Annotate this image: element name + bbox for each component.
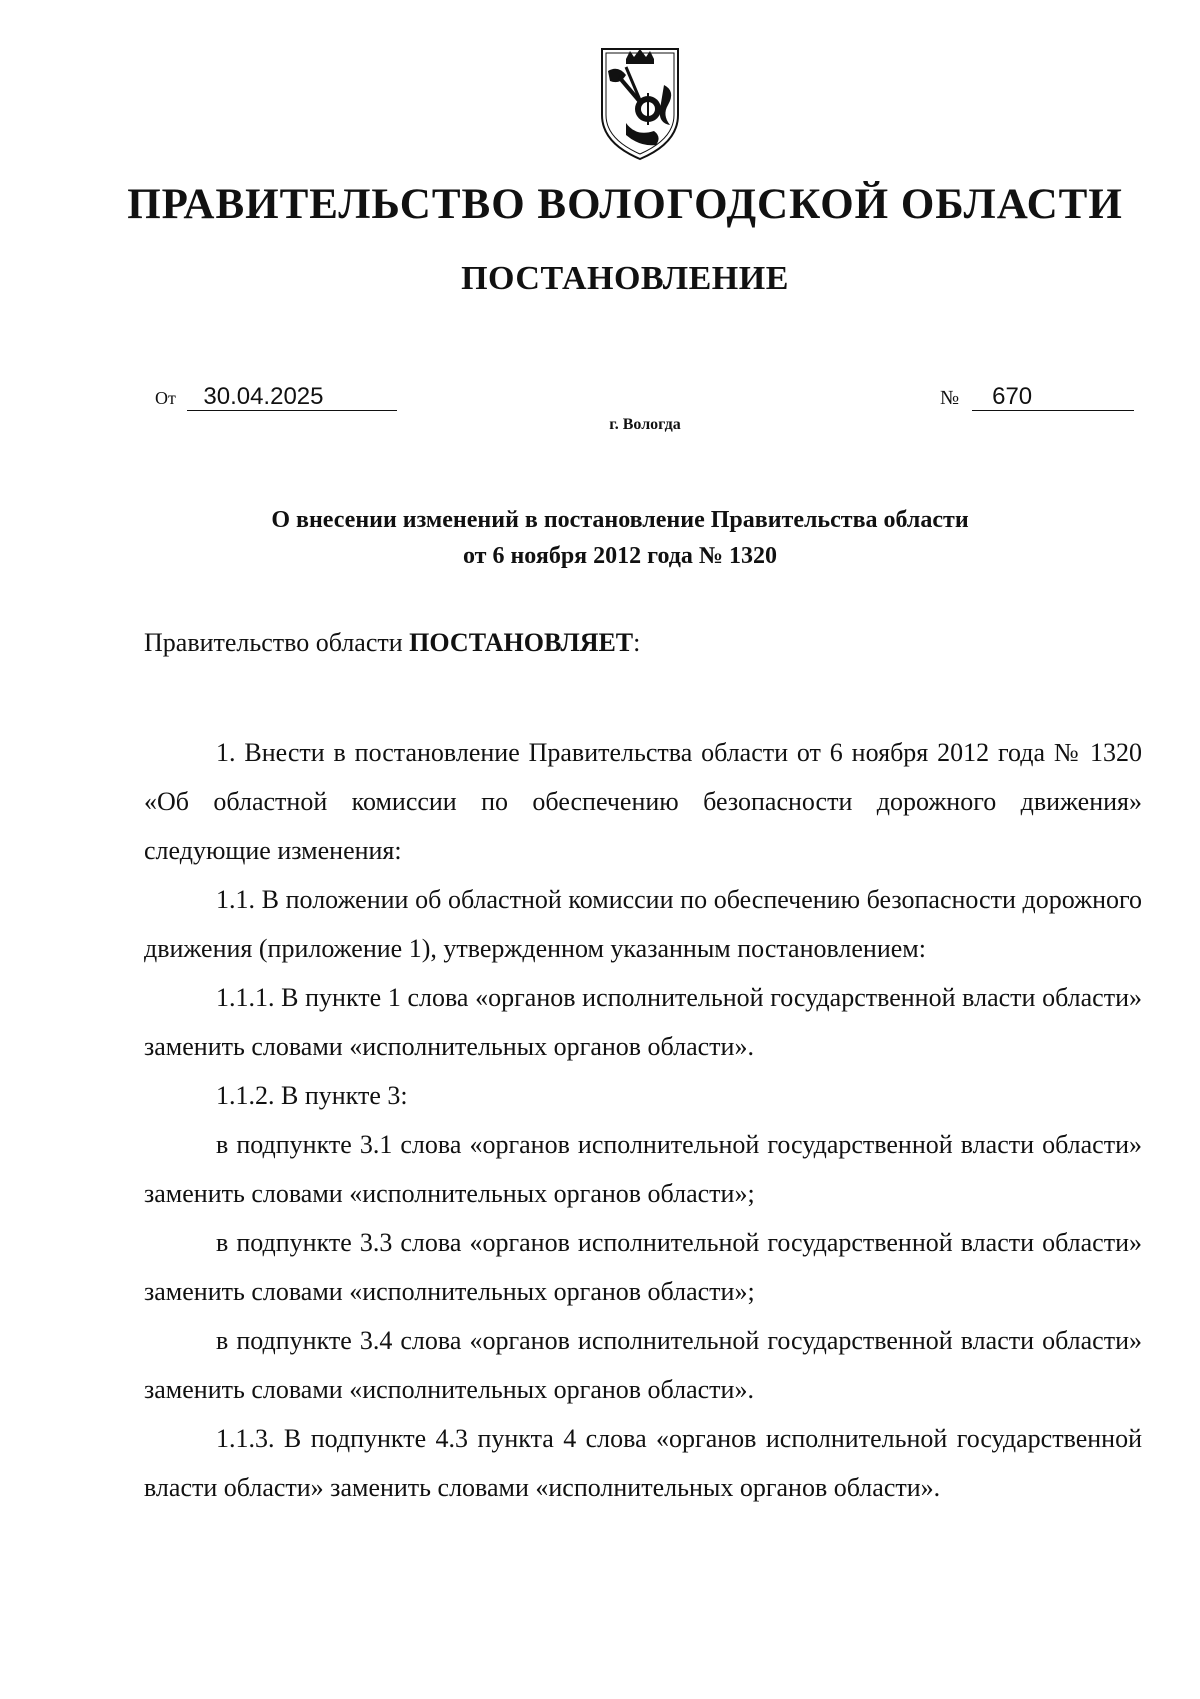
paragraph-1-1-1: 1.1.1. В пункте 1 слова «органов исполнительной государственной власти области» заменить словами «исполнительных органов области».	[144, 983, 1142, 1061]
city-name: г. Вологда	[609, 416, 681, 433]
document-number-row	[940, 384, 1134, 411]
document-date-row	[155, 384, 397, 411]
preamble	[144, 628, 640, 658]
preamble-emphasis: ПОСТАНОВЛЯЕТ	[409, 628, 634, 657]
government-title: ПРАВИТЕЛЬСТВО ВОЛОГОДСКОЙ ОБЛАСТИ	[127, 181, 1123, 228]
preamble-text: Правительство области	[144, 628, 410, 657]
document-type: ПОСТАНОВЛЕНИЕ	[461, 260, 789, 297]
date-prefix: От	[155, 388, 176, 408]
document-number: 670	[972, 384, 1134, 411]
preamble-tail: :	[633, 628, 641, 657]
vologda-coat-of-arms-icon	[596, 45, 684, 163]
document-body	[144, 728, 1142, 1512]
subject-line-1: О внесении изменений в постановление Правительства области	[271, 507, 969, 533]
subparagraph-3-1: в подпункте 3.1 слова «органов исполнительной государственной власти области» заменить словами «исполнительных органов области»;	[144, 1130, 1142, 1208]
number-prefix: №	[940, 387, 960, 409]
subparagraph-3-4: в подпункте 3.4 слова «органов исполнительной государственной власти области» заменить словами «исполнительных органов области».	[144, 1326, 1142, 1404]
paragraph-1-1: 1.1. В положении об областной комиссии по обеспечению безопасности дорожного движения (приложение 1), утвержденном указанным постановлением:	[144, 885, 1142, 963]
subject-line-2: от 6 ноября 2012 года № 1320	[462, 543, 778, 569]
paragraph-1-1-2: 1.1.2. В пункте 3:	[216, 1081, 408, 1110]
document-date: 30.04.2025	[187, 384, 397, 411]
paragraph-1: 1. Внести в постановление Правительства области от 6 ноября 2012 года № 1320 «Об областной комиссии по обеспечению безопасности дорожного движения» следующие изменения:	[144, 738, 1142, 865]
subparagraph-3-3: в подпункте 3.3 слова «органов исполнительной государственной власти области» заменить словами «исполнительных органов области»;	[144, 1228, 1142, 1306]
document-subject	[0, 502, 1200, 574]
paragraph-1-1-3: 1.1.3. В подпункте 4.3 пункта 4 слова «органов исполнительной государственной власти области» заменить словами «исполнительных органов области».	[144, 1424, 1142, 1502]
